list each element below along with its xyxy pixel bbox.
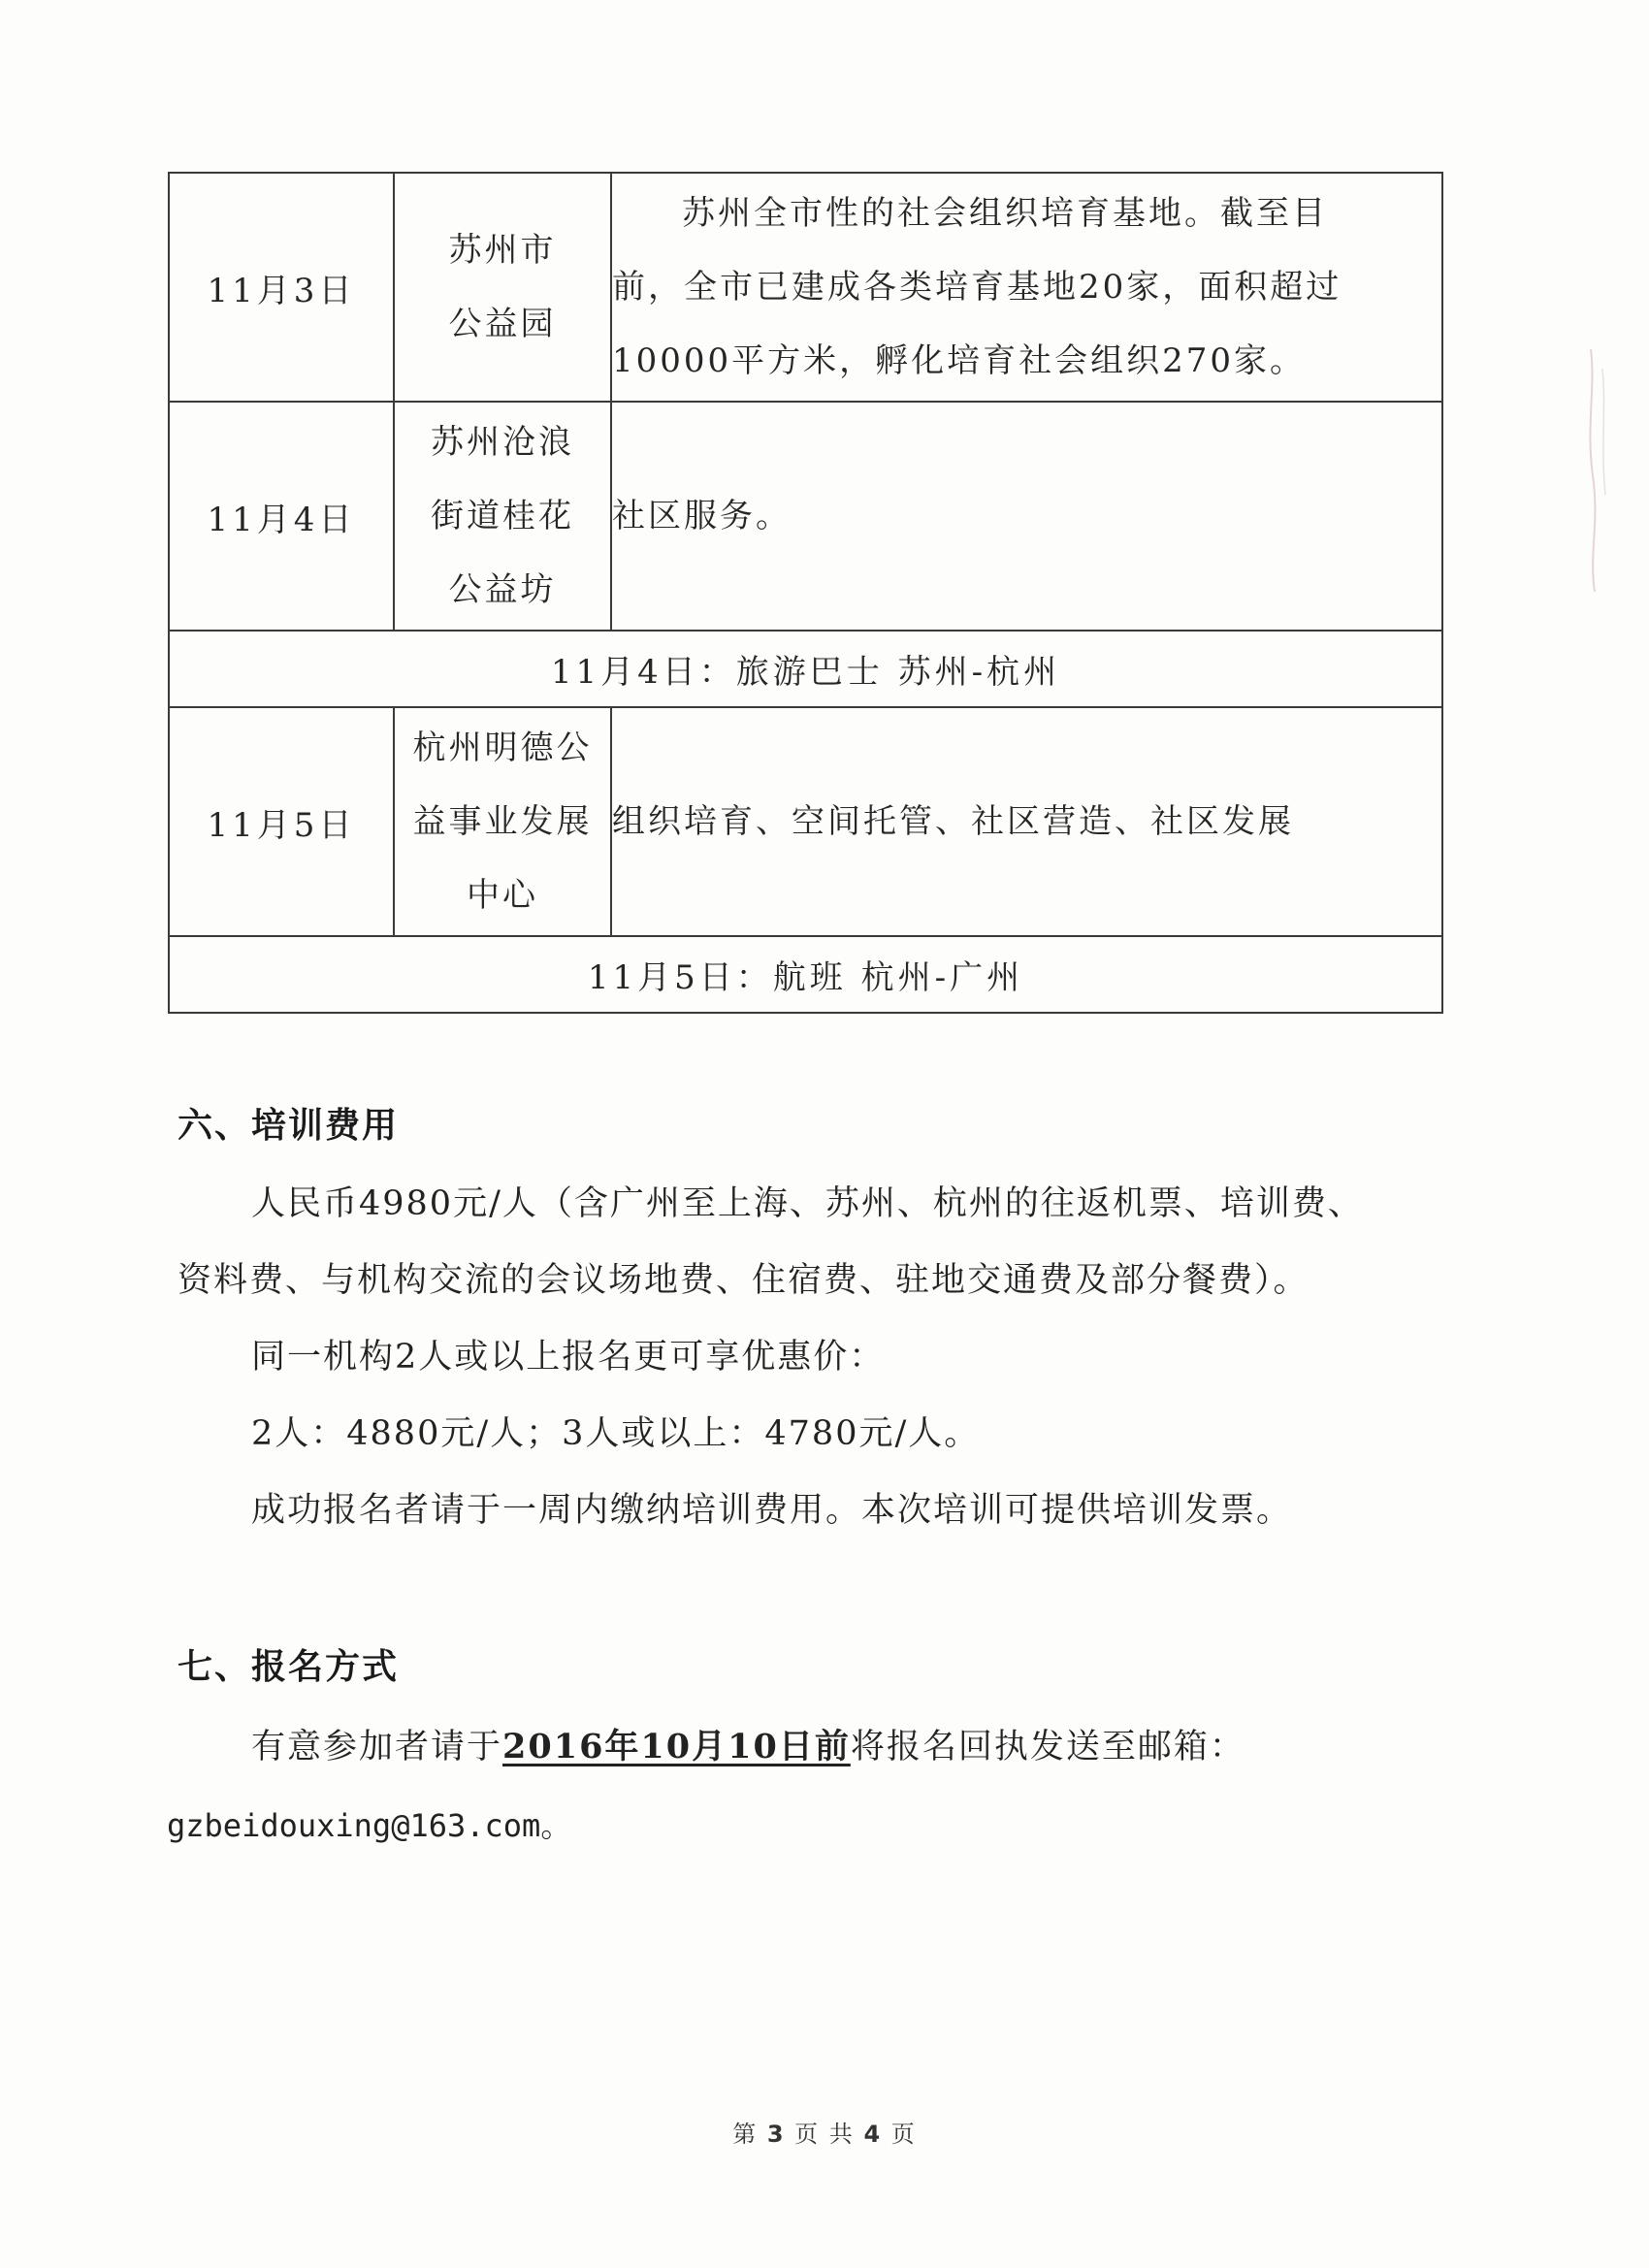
transit-row xyxy=(169,631,1442,707)
fees-paragraph xyxy=(178,1166,1458,1549)
table-row xyxy=(169,173,1442,402)
registration-deadline: 2016年10月10日前 xyxy=(502,1727,851,1766)
transit-info: 11月5日：航班 杭州-广州 xyxy=(169,936,1442,1013)
visit-date: 11月3日 xyxy=(169,173,394,402)
fees-line: 同一机构2人或以上报名更可享优惠价： xyxy=(251,1338,886,1377)
fees-line: 人民币4980元/人（含广州至上海、苏州、杭州的往返机票、培训费、 xyxy=(251,1184,1364,1223)
registration-line: 有意参加者请于2016年10月10日前将报名回执发送至邮箱： xyxy=(251,1727,1245,1766)
org-line: 苏州沧浪 xyxy=(431,423,574,462)
visit-date: 11月4日 xyxy=(169,402,394,631)
org-line: 公益坊 xyxy=(448,570,557,609)
transit-row xyxy=(169,936,1442,1013)
org-line: 公益园 xyxy=(448,305,557,343)
scan-artifact-icon xyxy=(1552,330,1630,621)
desc-line: 社区服务。 xyxy=(612,497,792,535)
page-footer: 第 3 页 共 4 页 xyxy=(732,2121,917,2148)
org-line: 益事业发展 xyxy=(412,802,593,841)
org-line: 杭州明德公 xyxy=(412,729,593,767)
desc-line: 10000平方米，孵化培育社会组织270家。 xyxy=(612,341,1307,380)
registration-paragraph xyxy=(178,1708,1458,1786)
org-line: 街道桂花 xyxy=(431,497,574,535)
fees-line: 资料费、与机构交流的会议场地费、住宿费、驻地交通费及部分餐费）。 xyxy=(178,1261,1310,1300)
visit-organization xyxy=(394,707,611,936)
fees-line: 2人：4880元/人；3人或以上：4780元/人。 xyxy=(251,1414,981,1453)
schedule-table xyxy=(168,172,1443,1014)
visit-description xyxy=(611,707,1442,936)
visit-date: 11月5日 xyxy=(169,707,394,936)
org-line: 苏州市 xyxy=(448,231,557,270)
fees-section-title: 六、培训费用 xyxy=(178,1106,400,1146)
table-row xyxy=(169,707,1442,936)
visit-description xyxy=(611,402,1442,631)
table-row xyxy=(169,402,1442,631)
visit-description xyxy=(611,173,1442,402)
page-number: 3 xyxy=(766,2121,786,2148)
desc-line: 前，全市已建成各类培育基地20家，面积超过 xyxy=(612,268,1342,307)
desc-line: 苏州全市性的社会组织培育基地。截至目 xyxy=(682,194,1328,233)
fees-line: 成功报名者请于一周内缴纳培训费用。本次培训可提供培训发票。 xyxy=(251,1491,1293,1530)
registration-section-title: 七、报名方式 xyxy=(178,1647,400,1687)
visit-organization xyxy=(394,173,611,402)
org-line: 中心 xyxy=(467,876,538,915)
transit-info: 11月4日：旅游巴士 苏州-杭州 xyxy=(169,631,1442,707)
registration-email: gzbeidouxing@163.com。 xyxy=(167,1807,572,1844)
visit-organization xyxy=(394,402,611,631)
desc-line: 组织培育、空间托管、社区营造、社区发展 xyxy=(612,802,1294,841)
total-pages: 4 xyxy=(863,2121,883,2148)
